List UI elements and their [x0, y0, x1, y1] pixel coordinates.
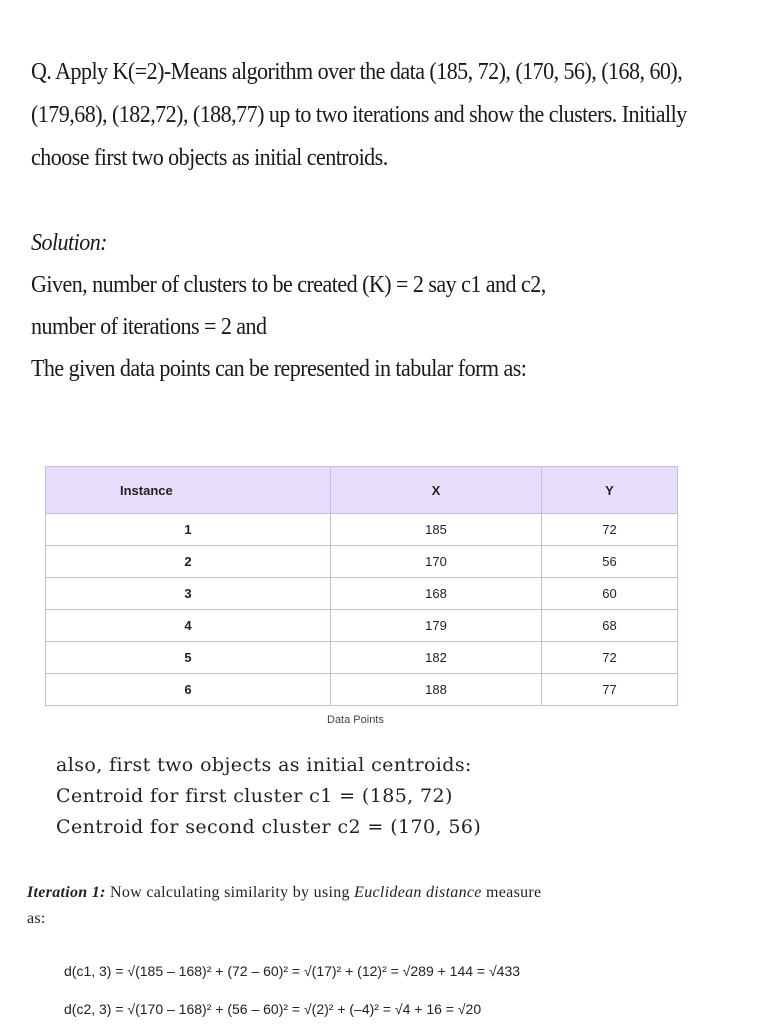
iteration-text-part: as:	[27, 910, 46, 927]
distance-equation-1: d(c1, 3) = √(185 – 168)² + (72 – 60)² = √(17)² + (12)² = √289 + 144 = √433	[64, 963, 521, 979]
table-cell: 185	[331, 514, 542, 546]
iteration-text-part: Now calculating similarity by using	[105, 884, 355, 901]
centroids-line: Centroid for first cluster c1 = (185, 72)	[56, 785, 453, 807]
solution-label: Solution:	[31, 229, 107, 256]
table-cell: 56	[542, 546, 678, 578]
table-cell: 182	[331, 642, 542, 674]
column-header: Y	[542, 467, 678, 514]
table-row	[46, 546, 678, 578]
column-header: Instance	[46, 467, 331, 514]
table-row	[46, 674, 678, 706]
question-line: Q. Apply K(=2)-Means algorithm over the data (185, 72), (170, 56), (168, 60),	[31, 58, 683, 85]
solution-line: Given, number of clusters to be created (K) = 2 say c1 and c2,	[31, 271, 546, 298]
solution-line: number of iterations = 2 and	[31, 313, 267, 340]
solution-line: The given data points can be represented in tabular form as:	[31, 355, 527, 382]
iteration-text-part: measure	[481, 884, 542, 901]
centroids-line: also, first two objects as initial centroids:	[56, 754, 472, 776]
table-row	[46, 642, 678, 674]
table-cell: 72	[542, 642, 678, 674]
column-header: X	[331, 467, 542, 514]
table-cell: 1	[46, 514, 331, 546]
table-cell: 60	[542, 578, 678, 610]
iteration-heading: Iteration 1:	[27, 884, 106, 901]
table-cell: 179	[331, 610, 542, 642]
question-line: (179,68), (182,72), (188,77) up to two iterations and show the clusters. Initially	[31, 101, 687, 128]
distance-equation-2: d(c2, 3) = √(170 – 168)² + (56 – 60)² = √(2)² + (–4)² = √4 + 16 = √20	[64, 1001, 482, 1017]
data-points-table	[45, 466, 678, 706]
table-cell: 72	[542, 514, 678, 546]
table-cell: 2	[46, 546, 331, 578]
table-row	[46, 578, 678, 610]
table-cell: 188	[331, 674, 542, 706]
centroids-text	[56, 750, 481, 843]
table-cell: 77	[542, 674, 678, 706]
table-cell: 168	[331, 578, 542, 610]
iteration-italic: Euclidean distance	[354, 884, 482, 901]
question-text	[31, 50, 742, 179]
table-caption: Data Points	[327, 714, 384, 726]
centroids-line: Centroid for second cluster c2 = (170, 56)	[56, 816, 482, 838]
table-cell: 68	[542, 610, 678, 642]
table-row	[46, 610, 678, 642]
table-cell: 5	[46, 642, 331, 674]
solution-section	[31, 222, 742, 390]
question-line: choose first two objects as initial centroids.	[31, 144, 388, 171]
iteration-text	[27, 880, 747, 932]
table-row	[46, 514, 678, 546]
table-header-row	[46, 467, 678, 514]
table-cell: 3	[46, 578, 331, 610]
table-cell: 4	[46, 610, 331, 642]
table-cell: 170	[331, 546, 542, 578]
table-cell: 6	[46, 674, 331, 706]
